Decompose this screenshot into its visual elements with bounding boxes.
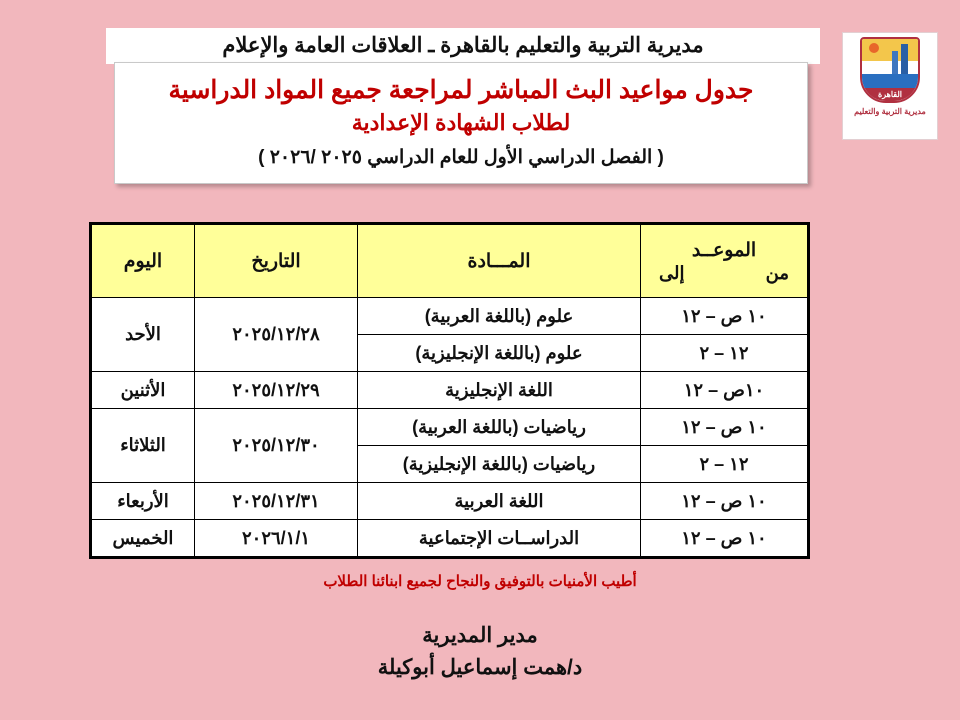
- cell-time: ١٠ ص – ١٢: [641, 298, 809, 335]
- header-time-from: من: [765, 263, 789, 284]
- cell-date: ٢٠٢٦/١/١: [195, 520, 358, 558]
- cell-day: الأربعاء: [91, 483, 195, 520]
- cell-subject: اللغة الإنجليزية: [358, 372, 641, 409]
- table-row: [91, 483, 809, 520]
- directorate-title: مديرية التربية والتعليم بالقاهرة ـ العلاقات العامة والإعلام: [106, 28, 820, 64]
- header-time-to: إلى: [659, 263, 685, 284]
- header-time-range: [643, 263, 805, 284]
- title-main: جدول مواعيد البث المباشر لمراجعة جميع المواد الدراسية: [168, 76, 754, 104]
- schedule-table-wrapper: [114, 222, 810, 559]
- cell-time: ١٠ ص – ١٢: [641, 520, 809, 558]
- schedule-table-head: [91, 224, 809, 298]
- cell-subject: الدراســات الإجتماعية: [358, 520, 641, 558]
- cell-subject: رياضيات (باللغة الإنجليزية): [358, 446, 641, 483]
- table-row: [91, 298, 809, 335]
- schedule-table: [89, 222, 810, 559]
- header-subject: المـــادة: [358, 224, 641, 298]
- header-time-label: الموعــد: [691, 239, 757, 261]
- title-academic-year: ( الفصل الدراسي الأول للعام الدراسي ٢٠٢٥ /٢٠٢٦ ): [258, 146, 664, 168]
- logo-caption: مديرية التربية والتعليم: [854, 107, 926, 116]
- cell-time: ١٠ص – ١٢: [641, 372, 809, 409]
- schedule-table-body: [91, 298, 809, 558]
- cell-time: ١٠ ص – ١٢: [641, 483, 809, 520]
- title-subtitle: لطلاب الشهادة الإعدادية: [351, 110, 571, 136]
- table-row: [91, 520, 809, 558]
- logo-tower-icon: [901, 44, 908, 78]
- cell-date: ٢٠٢٥/١٢/٢٨: [195, 298, 358, 372]
- table-header-row: [91, 224, 809, 298]
- logo-badge-text: القاهرة: [862, 88, 918, 101]
- cell-day: الأثنين: [91, 372, 195, 409]
- cell-time: ١٢ – ٢: [641, 335, 809, 372]
- cell-day: الخميس: [91, 520, 195, 558]
- footer-signature: [0, 620, 960, 683]
- cell-time: ١٢ – ٢: [641, 446, 809, 483]
- cell-date: ٢٠٢٥/١٢/٣١: [195, 483, 358, 520]
- header-day: اليوم: [91, 224, 195, 298]
- cell-day: الأحد: [91, 298, 195, 372]
- cell-subject: رياضيات (باللغة العربية): [358, 409, 641, 446]
- directorate-logo: [842, 32, 938, 140]
- logo-sun-icon: [869, 43, 879, 53]
- signature-name: د/همت إسماعيل أبوكيلة: [377, 655, 583, 679]
- cell-date: ٢٠٢٥/١٢/٢٩: [195, 372, 358, 409]
- header-time: [641, 224, 809, 298]
- cell-date: ٢٠٢٥/١٢/٣٠: [195, 409, 358, 483]
- logo-shield-icon: [860, 37, 920, 103]
- cell-subject: علوم (باللغة العربية): [358, 298, 641, 335]
- footer-wish-text: أطيب الأمنيات بالتوفيق والنجاح لجميع ابنائنا الطلاب: [323, 573, 637, 590]
- table-row: [91, 372, 809, 409]
- cell-time: ١٠ ص – ١٢: [641, 409, 809, 446]
- signature-title: مدير المديرية: [422, 624, 538, 647]
- logo-water-shape: [862, 74, 918, 88]
- table-row: [91, 409, 809, 446]
- header-date: التاريخ: [195, 224, 358, 298]
- title-card: [114, 62, 808, 184]
- cell-subject: اللغة العربية: [358, 483, 641, 520]
- cell-subject: علوم (باللغة الإنجليزية): [358, 335, 641, 372]
- cell-day: الثلاثاء: [91, 409, 195, 483]
